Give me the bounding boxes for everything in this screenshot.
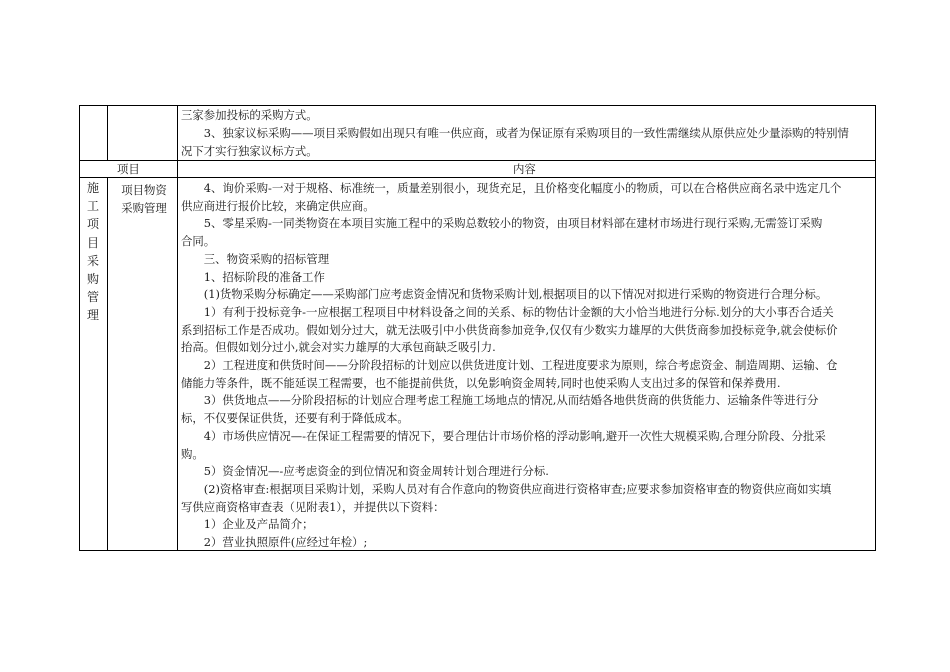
content-line: 系到招标工作是否成功。假如划分过大，就无法吸引中小供货商参加竞争,仅仅有少数实力雄厚的大供货商参加投标竞争,就会使标价 xyxy=(181,322,838,337)
category-char: 管 xyxy=(86,290,99,305)
category-char: 理 xyxy=(86,308,99,323)
continuation-line-1: 三家参加投标的采购方式。 xyxy=(181,108,318,122)
category-char: 工 xyxy=(86,199,99,214)
content-line: (1)货物采购分标确定——采购部门应考虑资金情况和货物采购计划,根据项目的以下情况对拟进行采购的物资进行合理分标。 xyxy=(181,287,828,302)
category-char: 采 xyxy=(86,253,99,268)
rule-right xyxy=(875,105,876,551)
category-char: 项 xyxy=(86,217,99,232)
rule-left xyxy=(79,105,80,551)
content-line: 标，不仅要保证供货，还要有利于降低成本。 xyxy=(181,411,409,426)
category-char: 目 xyxy=(86,235,99,250)
category-char: 施 xyxy=(86,181,99,195)
content-line: 储能力等条件，既不能延误工程需要，也不能提前供货，以免影响资金周转,同时也使采购人支出过多的保管和保养费用. xyxy=(181,375,781,390)
rule-header-bottom xyxy=(79,177,876,178)
content-line: 5、零星采购-一同类物资在本项目实施工程中的采购总数较小的物资，由项目材料部在建材市场进行现行采购,无需签订采购 xyxy=(181,216,823,231)
content-line: 5）资金情况—-应考虑资金的到位情况和资金周转计划合理进行分标. xyxy=(181,464,549,479)
content-line: 1）有利于投标竞争-一应根据工程项目中材料设备之间的关系、标的物估计金额的大小恰当地进行分标.划分的大小事否合适关 xyxy=(181,304,834,319)
content-line: 购。 xyxy=(181,446,204,461)
content-line: 2）营业执照原件(应经过年检）; xyxy=(181,535,368,549)
rule-col2 xyxy=(177,105,178,551)
category-char: 购 xyxy=(86,272,99,287)
content-line: 1）企业及产品简介； xyxy=(181,517,314,532)
subcategory-label xyxy=(110,181,178,217)
rule-header-top xyxy=(79,160,876,161)
subcategory-line: 采购管理 xyxy=(121,201,167,215)
continuation-line-3: 况下才实行独家议标方式。 xyxy=(181,144,318,158)
content-line: 抬高。但假如划分过小,就会对实力雄厚的大承包商缺乏吸引力. xyxy=(181,340,496,355)
category-vertical-label xyxy=(82,179,104,325)
content-line: 合同。 xyxy=(181,234,216,249)
subcategory-line: 项目物资 xyxy=(121,183,167,197)
content-line: 4、询价采购-一对于规格、标准统一，质量差别很小，现货充足，且价格变化幅度小的物质，可以在合格供应商名录中选定几个 xyxy=(181,181,842,195)
continuation-line-2: 3、独家议标采购——项目采购假如出现只有唯一供应商，或者为保证原有采购项目的一致性需继续从原供应处少量添购的特别情 xyxy=(181,126,849,140)
content-line: 3）供货地点——分阶段招标的计划应合理考虑工程施工场地点的情况,从而结婚各地供货商的供货能力、运输条件等进行分 xyxy=(181,393,819,408)
content-line: 4）市场供应情况—-在保证工程需要的情况下，要合理估计市场价格的浮动影响,避开一次性大规模采购,合理分阶段、分批采 xyxy=(181,428,826,443)
content-line: 供应商进行报价比较，来确定供应商。 xyxy=(181,198,375,213)
content-line: 三、物资采购的招标管理 xyxy=(181,251,330,266)
rule-col1 xyxy=(107,105,108,161)
content-line: 写供应商资格审查表（见附表1），并提供以下资料： xyxy=(181,499,445,514)
content-line: 1、招标阶段的准备工作 xyxy=(181,269,325,284)
content-line: 2）工程进度和供货时间——分阶段招标的计划应以供货进度计划、工程进度要求为原则，综合考虑资金、制造周期、运输、仓 xyxy=(181,358,838,372)
header-item: 项目 xyxy=(117,162,140,176)
rule-col1-body xyxy=(107,177,108,551)
header-content: 内容 xyxy=(513,162,536,176)
content-line: (2)资格审查:根据项目采购计划，采购人员对有合作意向的物资供应商进行资格审查;应要求参加资格审查的物资供应商如实填 xyxy=(181,481,832,496)
